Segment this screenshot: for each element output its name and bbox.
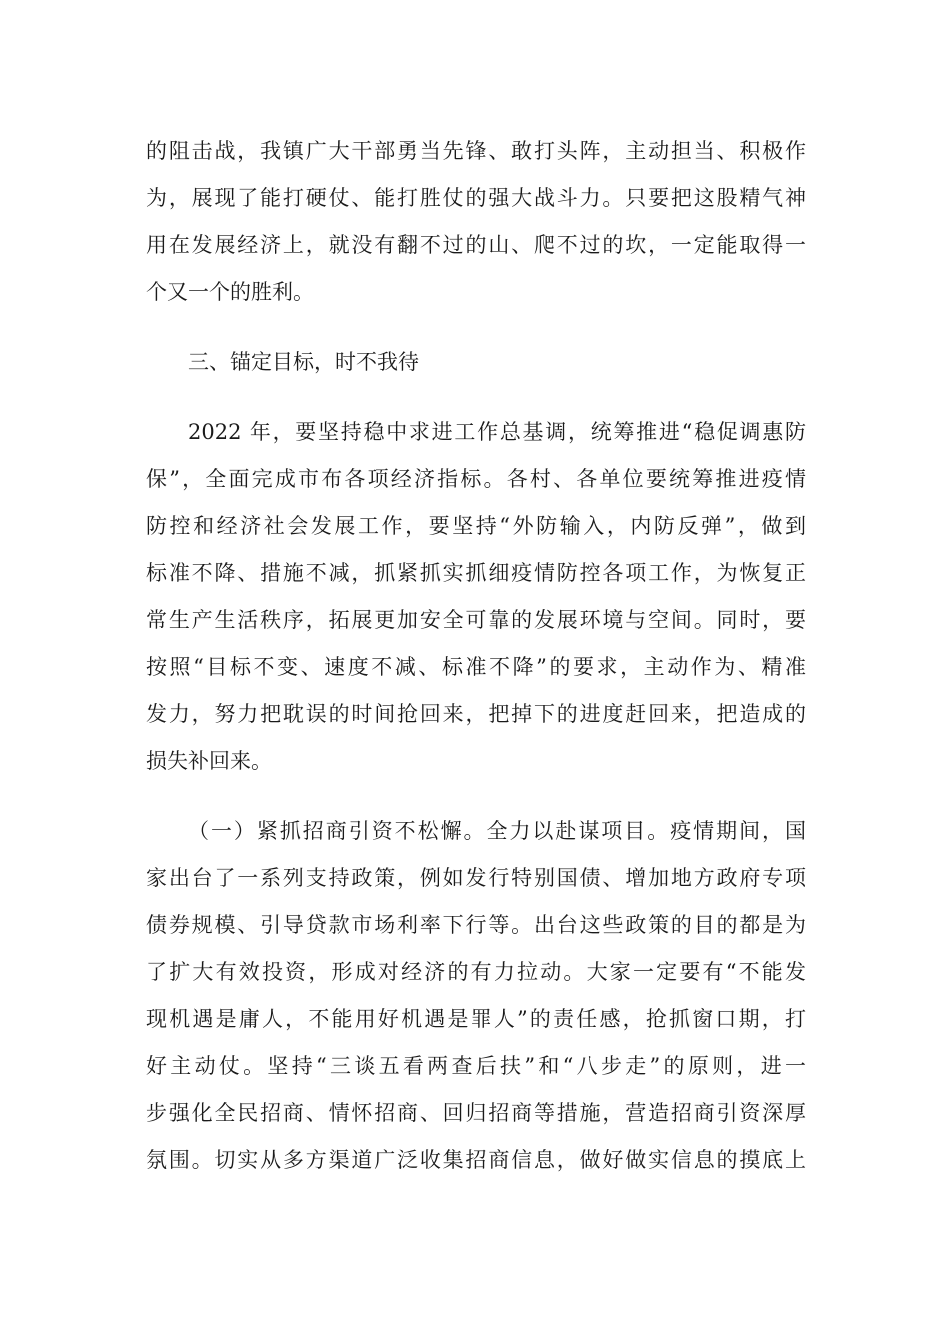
text-line: 现机遇是庸人，不能用好机遇是罪人”的责任感，抢抓窗口期，打: [146, 1007, 806, 1031]
text-line: 好主动仗。坚持“三谈五看两查后扶”和“八步走”的原则，进一: [146, 1054, 806, 1078]
text-line: 了扩大有效投资，形成对经济的有力拉动。大家一定要有“不能发: [146, 960, 806, 984]
text-line: 常生产生活秩序，拓展更加安全可靠的发展环境与空间。同时，要: [146, 608, 806, 632]
text-line: 氛围。切实从多方渠道广泛收集招商信息，做好做实信息的摸底上: [146, 1148, 806, 1172]
paragraph-p1: [146, 128, 806, 316]
text-line: 损失补回来。: [146, 749, 272, 773]
paragraph-p3: [146, 808, 806, 1184]
section-heading: [146, 339, 806, 386]
text-line: 发力，努力把耽误的时间抢回来，把掉下的进度赶回来，把造成的: [146, 702, 806, 726]
text-line: 个又一个的胜利。: [146, 280, 314, 304]
text-line: （一）紧抓招商引资不松懈。全力以赴谋项目。疫情期间，国: [188, 819, 806, 843]
text-line: 2022 年，要坚持稳中求进工作总基调，统筹推进“稳促调惠防: [188, 420, 806, 444]
text-line: 保”，全面完成市布各项经济指标。各村、各单位要统筹推进疫情: [146, 467, 806, 491]
text-line: 家出台了一系列支持政策，例如发行特别国债、增加地方政府专项: [146, 866, 806, 890]
text-line: 步强化全民招商、情怀招商、回归招商等措施，营造招商引资深厚: [146, 1101, 806, 1125]
text-line: 按照“目标不变、速度不减、标准不降”的要求，主动作为、精准: [146, 655, 806, 679]
text-line: 的阻击战，我镇广大干部勇当先锋、敢打头阵，主动担当、积极作: [146, 139, 806, 163]
text-line: 标准不降、措施不减，抓紧抓实抓细疫情防控各项工作，为恢复正: [146, 561, 806, 585]
paragraph-p2: [146, 409, 806, 785]
text-line: 债券规模、引导贷款市场利率下行等。出台这些政策的目的都是为: [146, 913, 806, 937]
text-line: 防控和经济社会发展工作，要坚持“外防输入，内防反弹”，做到: [146, 514, 806, 538]
text-line: 用在发展经济上，就没有翻不过的山、爬不过的坎，一定能取得一: [146, 233, 806, 257]
document-body: [146, 128, 806, 1184]
heading-text: 三、锚定目标，时不我待: [188, 350, 419, 374]
text-line: 为，展现了能打硬仗、能打胜仗的强大战斗力。只要把这股精气神: [146, 186, 806, 210]
